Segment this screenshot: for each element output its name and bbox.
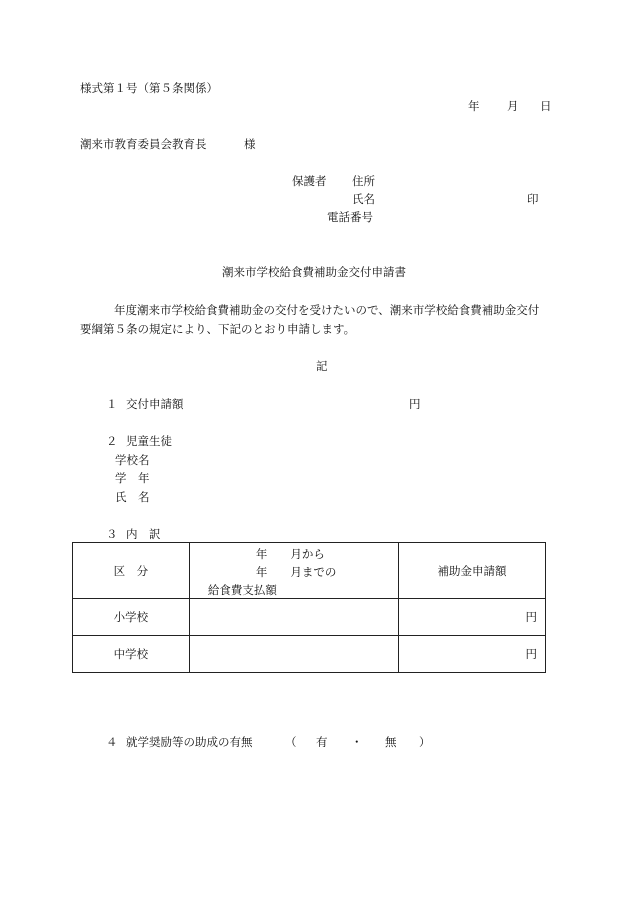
item1-number: １ [106,397,118,411]
phone-label: 電話番号 [327,210,373,224]
ki-heading: 記 [316,359,328,373]
guardian-label: 保護者 [292,174,327,188]
item4-open-paren: （ [285,735,297,749]
addressee-name: 潮来市教育委員会教育長 [80,137,207,151]
name-label: 氏名 [352,192,375,206]
header-period [189,543,398,599]
option-yes[interactable]: 有 [316,735,328,749]
item3-number: ３ [106,527,118,541]
date-month-label: 月 [507,99,519,113]
period-from: 年 月から [255,547,325,561]
item2-label: 児童生徒 [126,434,172,448]
item4-number: ４ [106,735,118,749]
body-line-2: 要綱第５条の規定により、下記のとおり申請します。 [80,322,356,336]
item4-close-paren: ） [419,735,431,749]
row-junior-high-paid [189,636,398,673]
student-name-label: 氏 名 [115,490,150,504]
addressee-honorific: 様 [244,137,256,151]
table-row [73,599,546,636]
row-junior-high-label: 中学校 [73,636,190,673]
date-day-label: 日 [540,99,552,113]
breakdown-table [72,542,546,673]
item2-number: ２ [106,434,118,448]
item1-label: 交付申請額 [126,397,184,411]
row-elementary-paid [189,599,398,636]
date-year-label: 年 [468,99,480,113]
header-category: 区 分 [73,543,190,599]
row-elementary-label: 小学校 [73,599,190,636]
school-name-label: 学校名 [115,453,150,467]
body-line-1: 年度潮来市学校給食費補助金の交付を受けたいので、潮来市学校給食費補助金交付 [114,303,540,317]
grade-label: 学 年 [115,471,150,485]
item3-label: 内 訳 [126,527,161,541]
item4-label: 就学奨励等の助成の有無 [126,735,253,749]
document-title: 潮来市学校給食費補助金交付申請書 [222,265,406,279]
table-header-row [73,543,546,599]
period-to: 年 月までの [255,565,337,579]
form-number: 様式第１号（第５条関係） [80,81,218,95]
header-subsidy: 補助金申請額 [398,543,545,599]
table-row [73,636,546,673]
option-separator: ・ [351,735,363,749]
item1-unit: 円 [409,397,421,411]
address-label: 住所 [352,174,375,188]
row-elementary-unit: 円 [398,599,545,636]
option-no[interactable]: 無 [385,735,397,749]
period-paid-label: 給食費支払額 [207,583,277,597]
seal-mark: 印 [527,192,539,206]
row-junior-high-unit: 円 [398,636,545,673]
